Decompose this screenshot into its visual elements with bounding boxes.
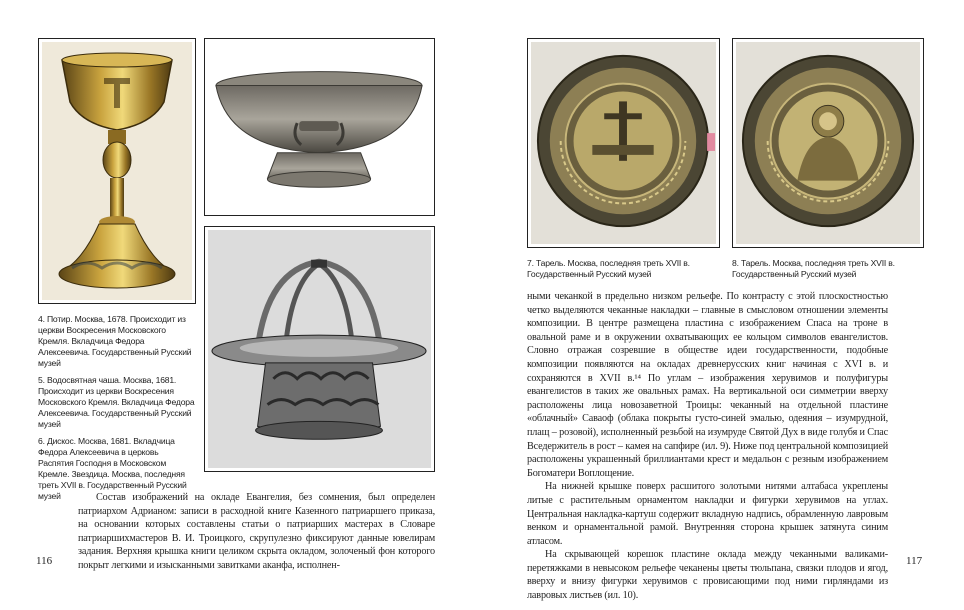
paragraph: ными чеканкой в предельно низком рельефе. По контрасту с этой плоскостностью четко выделяются чеканные накладки – главные в смысловом отношении элементы композиции. В центре размещена пластина с изображением Спаса на троне в овальной раме и в окружении охватывающих ее кольцом символов евангелистов. Словно отражая созревшие в обществе идеи государственности, подобные композиции появляются на окладах древнерусских книг начиная с XVI в. и сохраняются в XVII в.¹⁴ По углам – изображения херувимов и полуфигуры евангелистов в таких же овальных рамах. На вертикальной оси симметрии вверху расположены лица новозаветной Троицы: чеканный на отдельной пластине «облачный» Саваоф (облака покрыты густо-синей эмалью, одеяния – изумрудной, плащ – розовой), исполненный резьбой на изумруде Святой Дух в виде голубя и Спас Вседержитель в рост – камея на сапфире (ил. 9). Ниже под центральной композицией расположены украшенный бриллиантами крест и медальон с резным изображением Богоматери Воплощение.	[527, 291, 888, 479]
paragraph: На нижней крышке поверх расшитого золотыми нитями алтабаса укреплены литые с растительным орнаментом накладки и фигурки херувимов на углах. Центральная накладка-картуш содержит вкладную надпись, обрамленную лавровым венком и орнаментальной рамой. Внутренняя сторона крышек затянута синим атласом.	[527, 481, 888, 547]
caption-5: 5. Водосвятная чаша. Москва, 1681. Происходит из церкви Воскресения Московского Кремля. Вкладчица Федора Алексеевича. Государственный Русский музей	[38, 375, 195, 429]
photo-plate-christ	[732, 38, 924, 248]
body-text-right	[527, 290, 888, 603]
caption-4: 4. Потир. Москва, 1678. Происходит из церкви Воскресения Московского Кремля. Вкладчица Федора Алексеевича. Государственный Русский музей	[38, 314, 192, 368]
paragraph: Состав изображений на окладе Евангелия, без сомнения, был определен патриархом Адрианом: записи в расходной книге Казенного патриаршего приказа, на основании которых составлены статьи о патриарших мастерах в Словаре патриаршихмастеров В. И. Троицкого, скрупулезно фиксируют данные ювелирам задания. Верхняя крышка книги целиком скрыта окладом, золоченый фон которого покрыт легкими и изысканными завитками аканфа, исполнен-	[78, 492, 435, 571]
page-number-right: 117	[906, 555, 923, 567]
photo-chalice	[38, 38, 196, 304]
page-number-left: 116	[36, 555, 53, 567]
captions-left	[38, 314, 196, 508]
caption-6: 6. Дискос. Москва, 1681. Вкладчица Федора Алексеевича в церковь Распятия Господня в Московском Кремле. Звездица. Москва, последняя треть XVII в. Государственный Русский музей	[38, 436, 187, 501]
body-text-left	[78, 491, 435, 573]
caption-8: 8. Тарель. Москва, последняя треть XVII в. Государственный Русский музей	[732, 258, 895, 279]
photo-plate-cross	[527, 38, 720, 248]
photo-water-bowl	[204, 38, 435, 216]
photo-diskos	[204, 226, 435, 472]
caption-7: 7. Тарель. Москва, последняя треть XVII в. Государственный Русский музей	[527, 258, 690, 279]
paragraph: На скрывающей корешок пластине оклада между чеканными валиками-перетяжками в невысоком рельефе чеканены цветы тюльпана, связки плодов и ягод, вверху и внизу фигурки херувимов с провисающими под ними гирляндами из лавровых листьев (ил. 10).	[527, 549, 888, 602]
